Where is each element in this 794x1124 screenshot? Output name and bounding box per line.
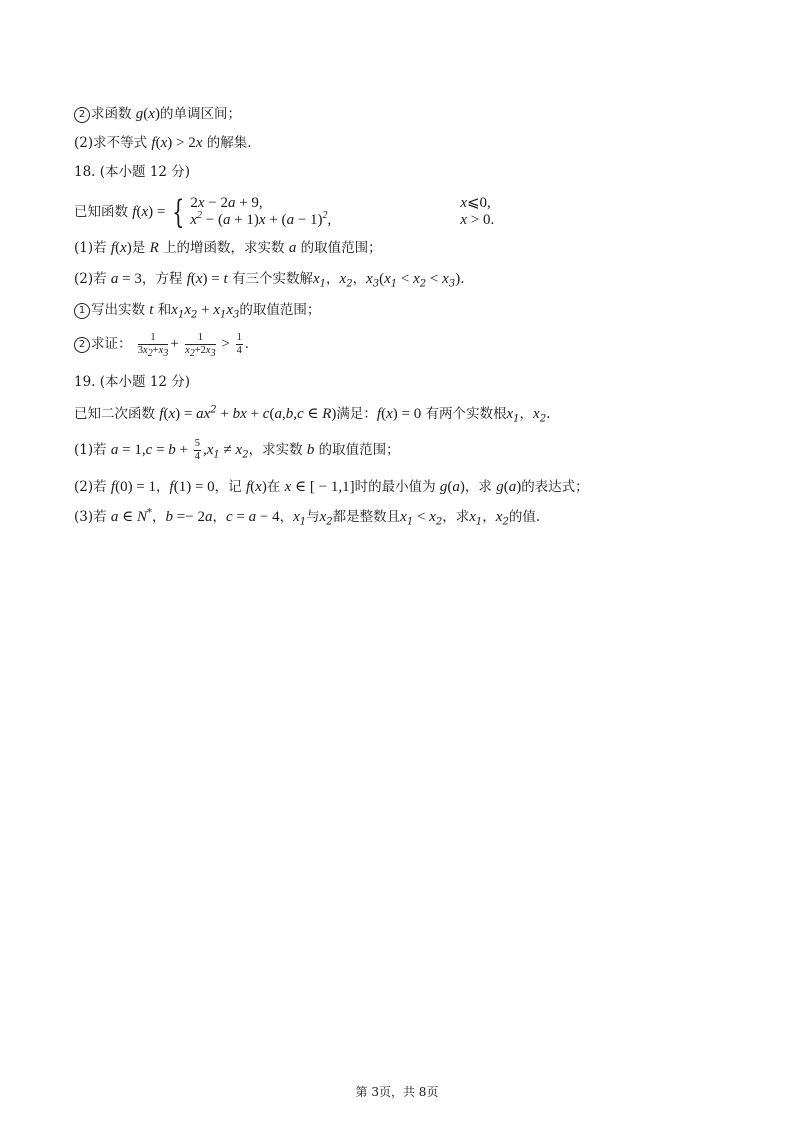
fraction-1: $\frac{1}{3x_2+x_3}$: [137, 332, 169, 360]
fraction-five-quarters: $\frac{5}{4}$: [194, 438, 200, 462]
page-footer: 第 3页，共 8页: [355, 1085, 439, 1099]
question-19-part-2: (2)若 f(0) = 1，f(1) = 0，记 f(x)在 x ∈ [ − 1,1]时的最小值为 g(a)，求 g(a)的表达式；: [74, 479, 589, 495]
fraction-quarter: $\frac{1}{4}$: [236, 332, 242, 356]
circled-2-marker: 2: [74, 337, 90, 353]
math-gx: g: [135, 106, 144, 122]
question-18-header: 18. (本小题 12 分): [74, 164, 191, 180]
question-18-part-2: (2)若 a = 3，方程 f(x) = t 有三个实数解$x_1$，$x_2$，$x_3(x_1 < x_2 < x_3)$.: [74, 271, 465, 290]
question-19-definition: 已知二次函数 $f(x) = ax^2$ + bx + c(a,b,c ∈ R)满足：f(x) = 0 有两个实数根$x_1$，$x_2$.: [74, 404, 551, 425]
question-18-sub-1: 1 写出实数 t 和$x_1x_2 + x_1x_3$的取值范围；: [74, 301, 320, 319]
item-2: (2)求不等式 f(x) > 2x 的解集.: [74, 135, 252, 151]
question-18-definition: 已知函数 f(x) = { 2x − 2a + 9, x⩽0, $x^2 - (a + 1)x + (a - 1)^2$, x > 0.: [74, 193, 495, 231]
circled-1-marker: 1: [74, 303, 90, 319]
piecewise-cases: 2x − 2a + 9, x⩽0, $x^2 - (a + 1)x + (a - 1)^2$, x > 0.: [190, 195, 495, 228]
question-19-header: 19. (本小题 12 分): [74, 374, 191, 390]
question-19-part-1: (1)若 a = 1,c = b + $\frac{5}{4}$ $,x_1 \ne x_2$，求实数 b 的取值范围；: [74, 438, 400, 462]
question-19-part-3: (3)若 a ∈ N*，b =− 2a，c = a − 4，$x_1$与$x_2$都是整数且$x_1 < x_2$，求$x_1$，$x_2$的值.: [74, 507, 541, 528]
item-2-1: 2 求函数 g(x)的单调区间；: [74, 105, 241, 123]
fraction-2: $\frac{1}{x_2+2x_3}$: [185, 332, 216, 360]
question-18-sub-2: 2 求证： $\frac{1}{3x_2+x_3}$ + $\frac{1}{x_2+2x_3}$ > $\frac{1}{4}$ .: [74, 330, 249, 358]
question-18-part-1: (1)若 f(x)是 R 上的增函数，求实数 a 的取值范围；: [74, 240, 382, 256]
left-brace: {: [171, 193, 184, 231]
circled-2-marker: 2: [74, 107, 90, 123]
